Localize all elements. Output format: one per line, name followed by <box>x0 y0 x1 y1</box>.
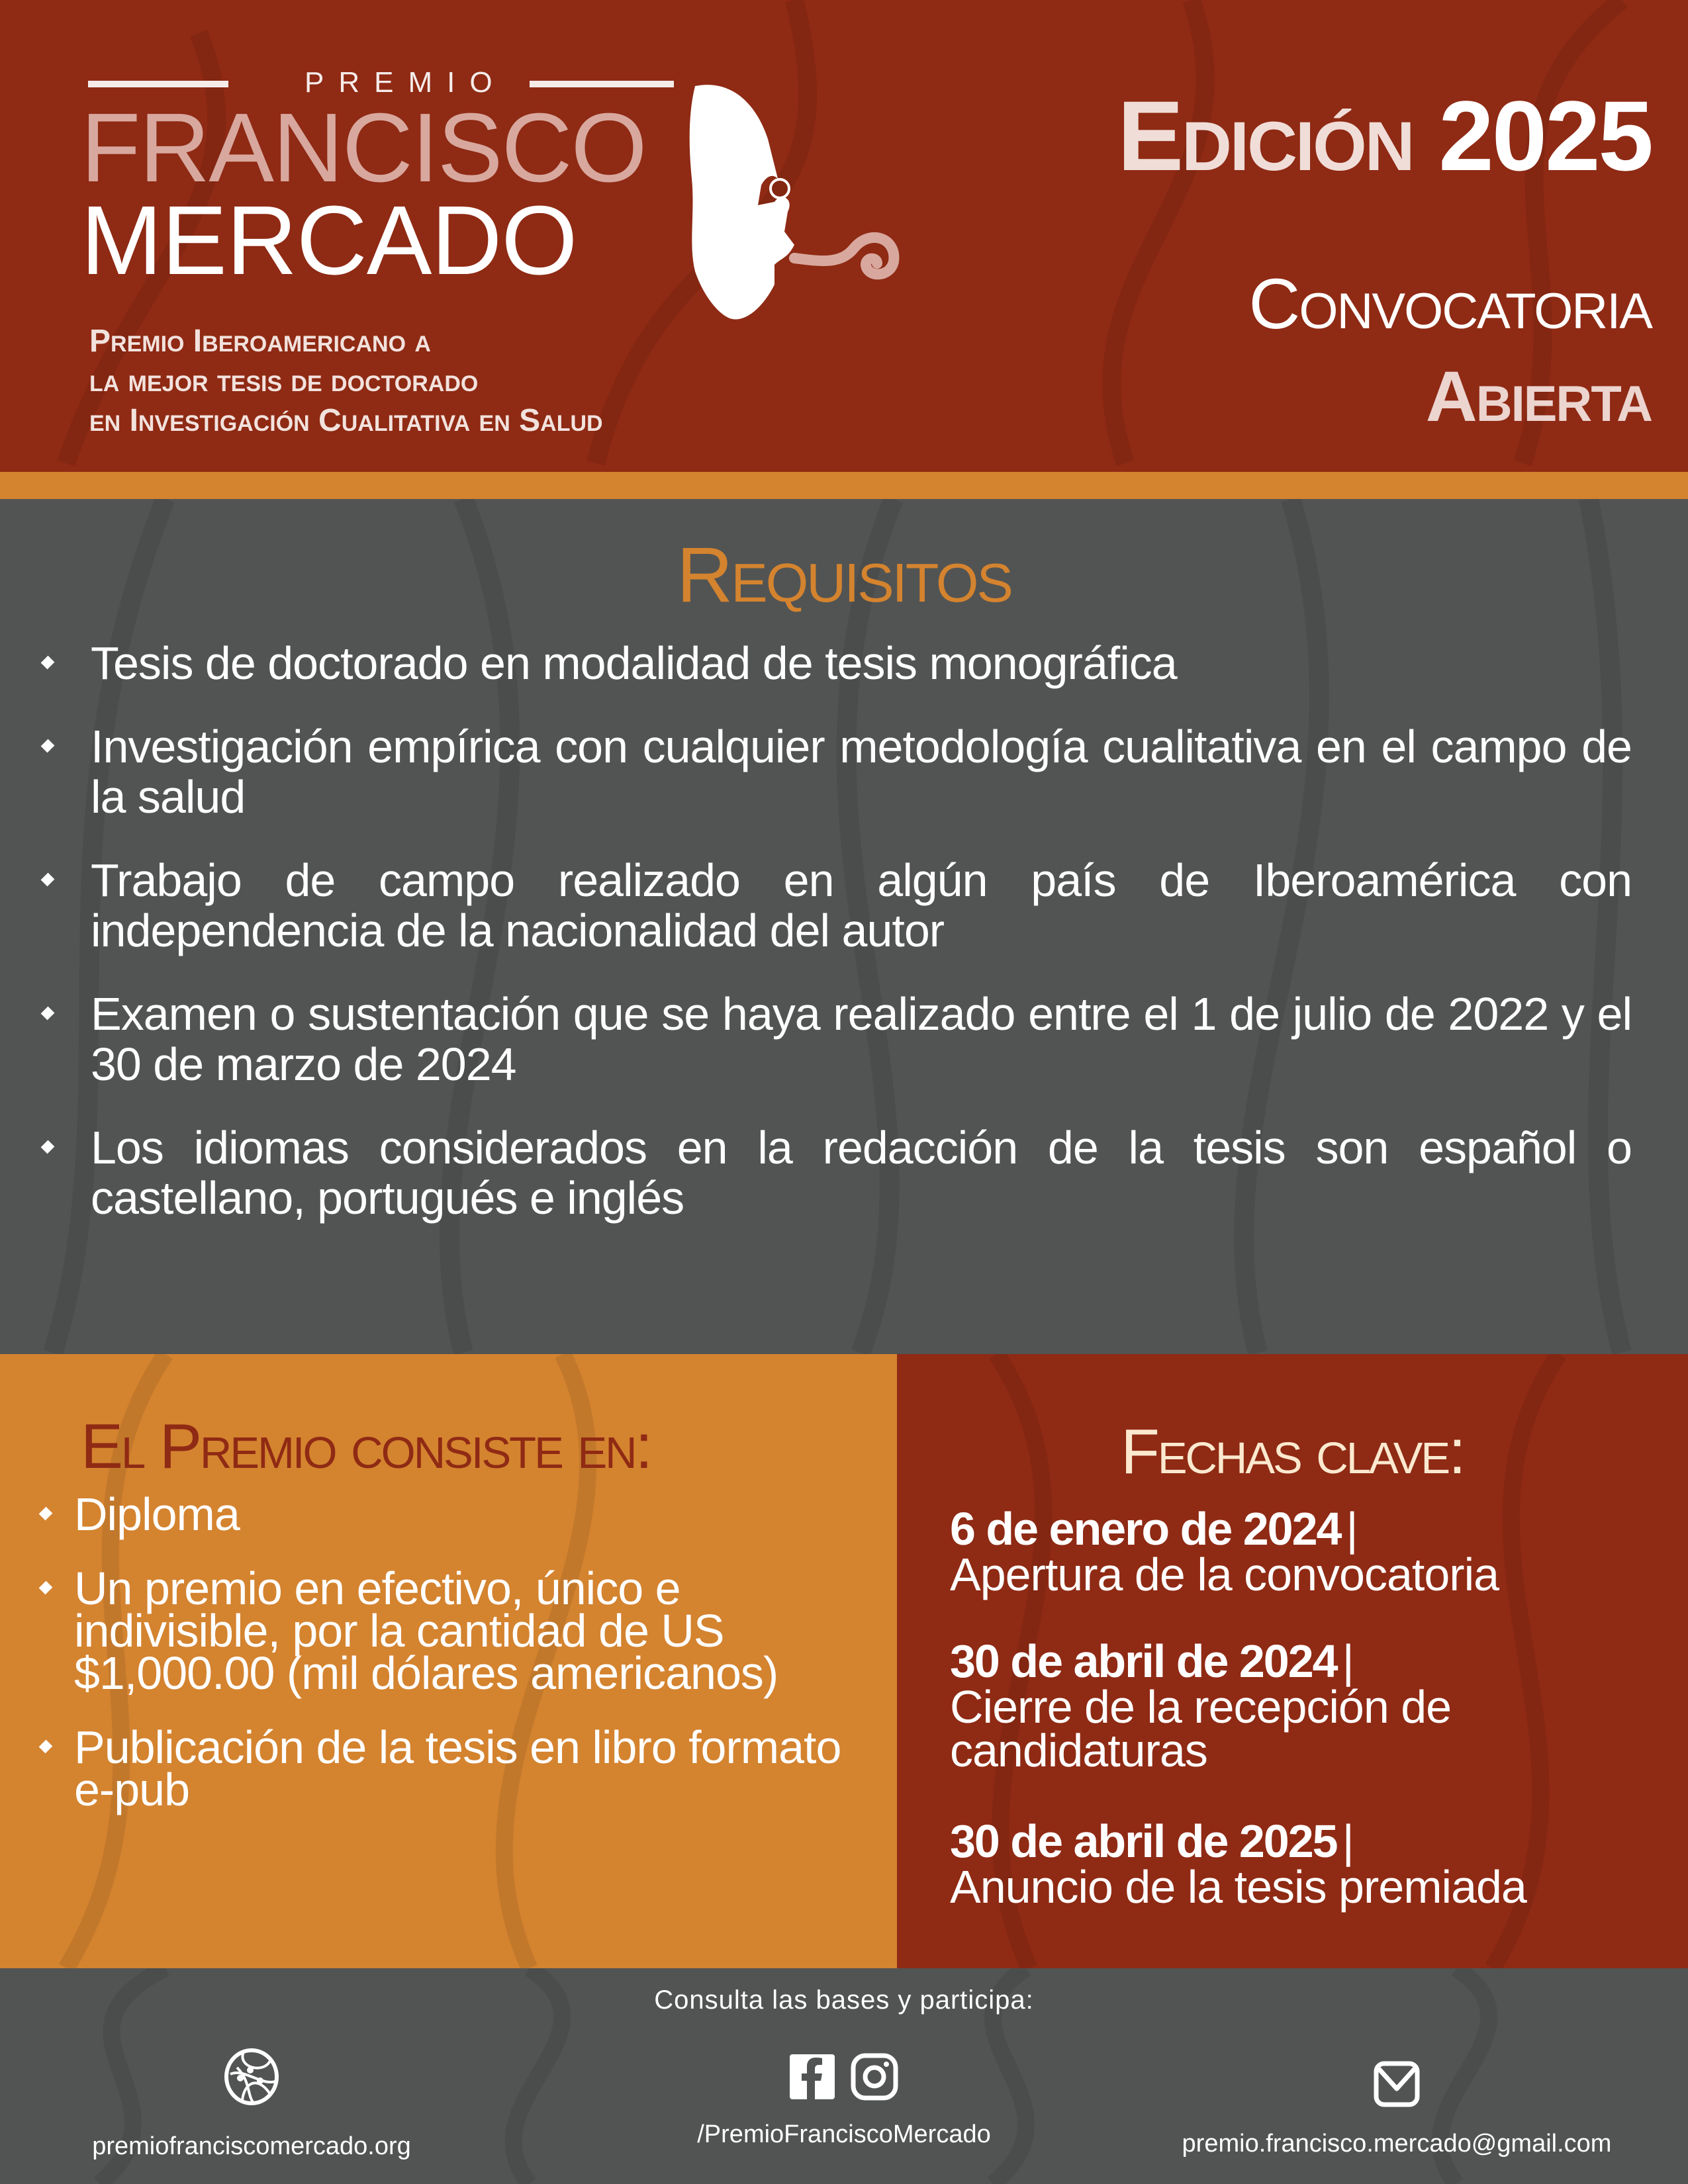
requirements-section <box>0 499 1688 1354</box>
date-description: Cierre de la recepción de candidaturas <box>950 1681 1452 1776</box>
mail-icon <box>1374 2061 1420 2107</box>
footer <box>0 1968 1688 2184</box>
diamond-bullet-icon <box>42 740 54 754</box>
requirement-item <box>36 638 1632 688</box>
date-item <box>950 1635 1678 1776</box>
instagram-icon[interactable] <box>851 2053 898 2101</box>
edition-year: 2025 <box>1438 80 1652 191</box>
edition-title <box>1117 80 1652 191</box>
diamond-bullet-icon <box>40 1582 52 1596</box>
separator: | <box>1346 1503 1357 1555</box>
prize-text: Un premio en efectivo, único e indivisible, por la cantidad de US $1,000.00 (mil dólares americanos) <box>74 1563 778 1699</box>
prize-list <box>40 1488 867 1843</box>
date-item <box>950 1503 1678 1600</box>
requirement-item <box>36 855 1632 956</box>
date-value: 6 de enero de 2024 <box>950 1503 1341 1555</box>
logo-subtitle <box>89 322 603 441</box>
requirement-text: Trabajo de campo realizado en algún país de Iberoamérica con independencia de la nacionalidad del autor <box>91 854 1632 956</box>
website-text: premiofranciscomercado.org <box>92 2132 411 2160</box>
requirement-text: Tesis de doctorado en modalidad de tesis monográfica <box>91 637 1177 689</box>
globe-icon <box>224 2048 279 2106</box>
logo-rule-left <box>88 81 228 87</box>
date-description: Anuncio de la tesis premiada <box>950 1861 1526 1913</box>
requirement-item <box>36 989 1632 1089</box>
diamond-bullet-icon <box>40 1508 52 1522</box>
email-link[interactable] <box>1165 2061 1628 2158</box>
call-line-2: Abierta <box>1425 356 1652 436</box>
facebook-icon[interactable] <box>790 2054 835 2099</box>
date-item <box>950 1815 1678 1913</box>
email-text: premio.francisco.mercado@gmail.com <box>1182 2130 1612 2158</box>
social-handle: /PremioFranciscoMercado <box>697 2120 991 2148</box>
diamond-bullet-icon <box>42 1007 54 1022</box>
footer-cta: Consulta las bases y participa: <box>654 1985 1034 2015</box>
logo-rule-right <box>530 81 674 87</box>
key-dates-title: Fechas clave: <box>1121 1416 1464 1487</box>
prize-title: El Premio consiste en: <box>81 1411 651 1482</box>
requirements-title: Requisitos <box>677 531 1011 619</box>
separator: | <box>1342 1815 1353 1867</box>
subtitle-line-3: en Investigación Cualitativa en Salud <box>89 403 603 438</box>
prize-text: Publicación de la tesis en libro formato e-pub <box>74 1721 841 1815</box>
key-dates-section <box>897 1354 1688 1968</box>
social-link[interactable] <box>612 2053 1076 2149</box>
edition-label: Edición <box>1117 80 1413 191</box>
requirement-item <box>36 721 1632 822</box>
prize-item <box>40 1563 867 1699</box>
portrait-silhouette-icon <box>688 79 907 331</box>
diamond-bullet-icon <box>42 1141 54 1156</box>
prize-item <box>40 1721 867 1815</box>
date-value: 30 de abril de 2025 <box>950 1815 1337 1867</box>
diamond-bullet-icon <box>42 657 54 671</box>
diamond-bullet-icon <box>40 1741 52 1755</box>
website-link[interactable] <box>20 2048 483 2161</box>
prize-section <box>0 1354 897 1968</box>
diamond-bullet-icon <box>42 874 54 888</box>
date-description: Apertura de la convocatoria <box>950 1549 1499 1600</box>
separator: | <box>1342 1635 1353 1687</box>
call-line-1: Convocatoria <box>1248 263 1652 343</box>
logo-first-name: FRANCISCO <box>81 93 646 203</box>
requirement-text: Los idiomas considerados en la redacción de la tesis son español o castellano, portugués e inglés <box>91 1122 1632 1224</box>
header-banner <box>0 0 1688 472</box>
requirement-text: Examen o sustentación que se haya realizado entre el 1 de julio de 2022 y el 30 de marzo de 2024 <box>91 988 1632 1090</box>
requirement-item <box>36 1122 1632 1223</box>
requirement-text: Investigación empírica con cualquier metodología cualitativa en el campo de la salud <box>91 721 1632 823</box>
requirements-list <box>36 638 1632 1256</box>
logo-last-name: MERCADO <box>81 186 577 295</box>
subtitle-line-2: la mejor tesis de doctorado <box>89 363 479 398</box>
subtitle-line-1: Premio Iberoamericano a <box>89 324 431 359</box>
accent-stripe <box>0 472 1688 499</box>
prize-item <box>40 1488 867 1540</box>
logo-premio-label: PREMIO <box>305 66 507 99</box>
date-value: 30 de abril de 2024 <box>950 1635 1337 1687</box>
prize-text: Diploma <box>74 1488 240 1540</box>
